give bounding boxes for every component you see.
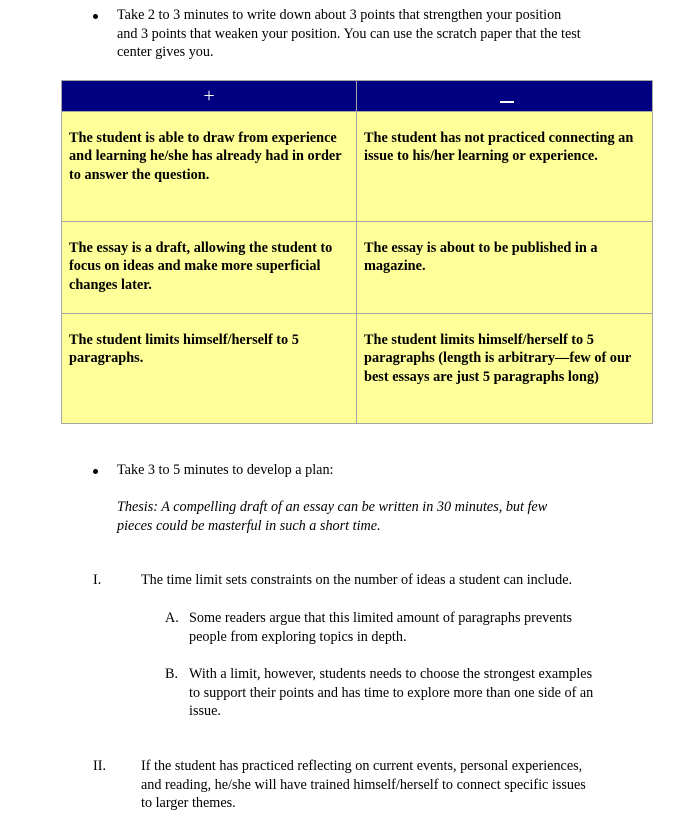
table-cell-plus [62,112,357,222]
bullet-dot-icon [93,469,98,474]
text-line: With a limit, however, students needs to choose the strongest examples [189,666,593,682]
cell-text: The student has not practiced connecting an issue to his/her learning or experience. [364,130,634,165]
pros-cons-table [61,80,653,424]
table-row [62,222,653,314]
table-cell-plus [62,222,357,314]
cell-text: The student is able to draw from experience and learning he/she has already had in order to answer the question. [69,130,342,183]
bullet-text [117,461,677,480]
table-cell-minus [357,314,653,424]
subpoint-text [189,665,679,721]
text-line: Take 2 to 3 minutes to write down about 3 points that strengthen your position [117,7,562,23]
outline-text [141,757,681,813]
table-cell-minus [357,112,653,222]
cell-text: The essay is about to be published in a magazine. [364,240,598,275]
bullet-text [117,6,677,62]
table-cell-minus [357,222,653,314]
text-line: to larger themes. [141,795,236,811]
text-line: and reading, he/she will have trained himself/herself to connect specific issues [141,776,586,793]
outline-numeral: II. [93,758,106,774]
plus-icon: + [203,85,215,107]
text-line: issue. [189,703,221,719]
cell-text: The student limits himself/herself to 5 paragraphs. [69,332,299,367]
table-header-row [62,81,653,112]
subpoint-letter: A. [165,610,179,626]
bullet-dot-icon [93,14,98,19]
table-row [62,314,653,424]
cell-text: The essay is a draft, allowing the student to focus on ideas and make more superficial changes later. [69,240,333,293]
cell-text: The student limits himself/herself to 5 paragraphs (length is arbitrary—few of our best essays are just 5 paragraphs long) [364,332,631,385]
table-row [62,112,653,222]
text-line: Take 3 to 5 minutes to develop a plan: [117,462,334,478]
subpoint-letter: B. [165,666,179,682]
text-line: The time limit sets constraints on the number of ideas a student can include. [141,572,573,588]
minus-icon-glyph [500,101,514,103]
thesis-statement [117,498,677,535]
outline-numeral: I. [93,572,102,588]
text-line: If the student has practiced reflecting on current events, personal experiences, [141,758,583,774]
text-line: Some readers argue that this limited amount of paragraphs prevents [189,610,573,626]
subpoint-text [189,609,679,646]
text-line: Thesis: A compelling draft of an essay can be written in 30 minutes, but few [117,499,548,515]
text-line: to support their points and has time to explore more than one side of an [189,684,594,701]
minus-column-header [357,81,653,112]
table-cell-plus [62,314,357,424]
text-line: people from exploring topics in depth. [189,628,407,645]
plus-column-header [62,81,357,112]
text-line: pieces could be masterful in such a short time. [117,517,381,534]
outline-text [141,571,681,590]
text-line: center gives you. [117,44,214,60]
text-line: and 3 points that weaken your position. You can use the scratch paper that the test [117,25,581,42]
